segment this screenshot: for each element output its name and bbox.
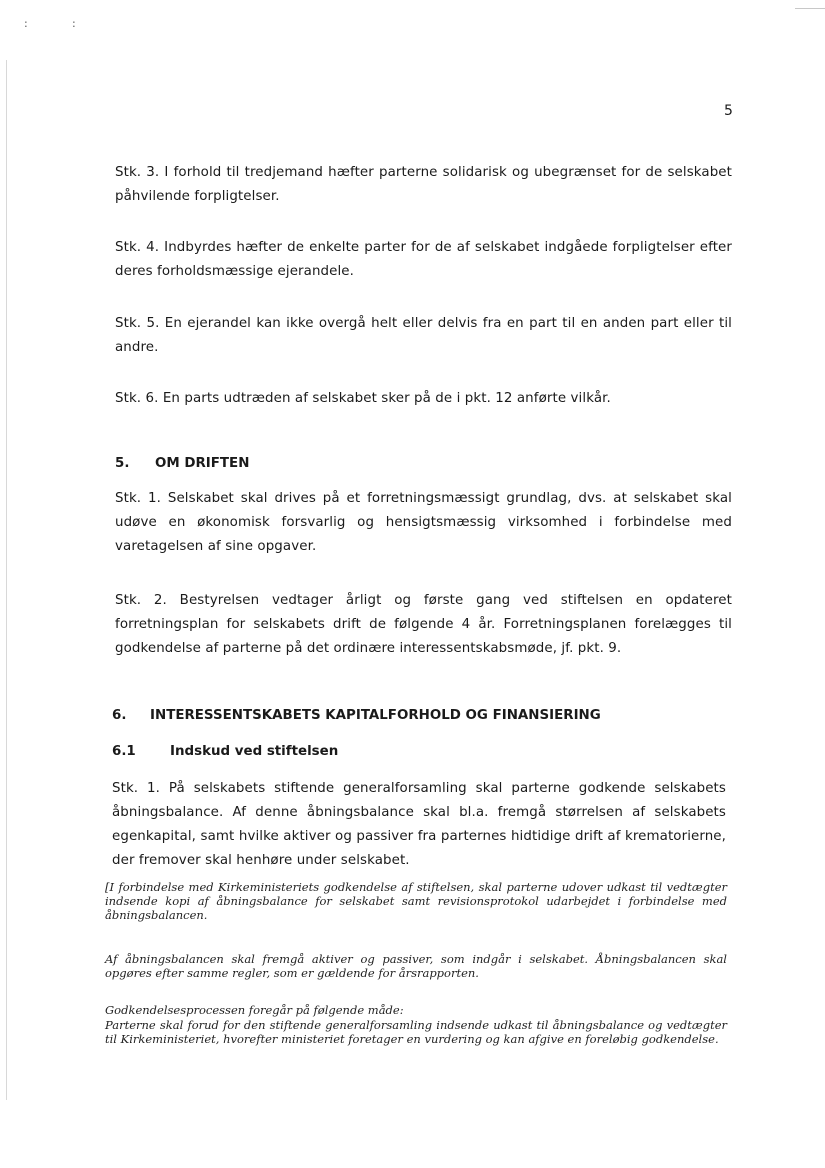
section-5-number: 5. — [115, 456, 130, 471]
section-6-1-title: Indskud ved stiftelsen — [170, 744, 339, 759]
note-approval-process-body: Parterne skal forud for den stiftende generalforsamling indsende udkast til åbningsbalance og vedtægter til Kirkeministeriet, hvorefter ministeriet foretager en vurdering og kan afgive en foreløbig godkendelse. — [105, 1018, 727, 1046]
scan-mark: : — [72, 17, 76, 30]
note-opening-balance: Af åbningsbalancen skal fremgå aktiver og passiver, som indgår i selskabet. Åbningsbalancen skal opgøres efter samme regler, som er gældende for årsrapporten. — [105, 952, 727, 980]
section-6-number: 6. — [112, 708, 127, 723]
section-6-title: INTERESSENTSKABETS KAPITALFORHOLD OG FINANSIERING — [150, 708, 601, 723]
paragraph-stk4: Stk. 4. Indbyrdes hæfter de enkelte parter for de af selskabet indgåede forpligtelser efter deres forholdsmæssige ejerandele. — [115, 240, 732, 279]
note-ministry-approval: [I forbindelse med Kirkeministeriets godkendelse af stiftelsen, skal parterne udover udkast til vedtægter indsende kopi af åbningsbalance for selskabet samt revisionsprotokol udarbejdet i forbindelse med åbningsbalancen. — [105, 880, 727, 922]
scan-top-line — [795, 8, 825, 9]
paragraph-stk3: Stk. 3. I forhold til tredjemand hæfter parterne solidarisk og ubegrænset for de selskabet påhvilende forpligtelser. — [115, 165, 732, 204]
section-5-paragraph-2: Stk. 2. Bestyrelsen vedtager årligt og første gang ved stiftelsen en opdateret forretningsplan for selskabets drift de følgende 4 år. Forretningsplanen forelægges til godkendelse af parterne på det ordinære interessentskabsmøde, jf. pkt. 9. — [115, 593, 732, 656]
scan-mark: : — [24, 17, 28, 30]
page-number: 5 — [724, 103, 733, 119]
paragraph-stk5: Stk. 5. En ejerandel kan ikke overgå helt eller delvis fra en part til en anden part eller til andre. — [115, 316, 732, 355]
section-6-1-paragraph: Stk. 1. På selskabets stiftende generalforsamling skal parterne godkende selskabets åbningsbalance. Af denne åbningsbalance skal bl.a. fremgå størrelsen af selskabets egenkapital, samt hvilke aktiver og passiver fra parternes hidtidige drift af krematorierne, der fremover skal henhøre under selskabet. — [112, 781, 726, 868]
scan-edge-line — [6, 60, 7, 1100]
section-5-title: OM DRIFTEN — [155, 456, 250, 471]
section-6-1-number: 6.1 — [112, 744, 136, 759]
section-5-paragraph-1: Stk. 1. Selskabet skal drives på et forretningsmæssigt grundlag, dvs. at selskabet skal udøve en økonomisk forsvarlig og hensigtsmæssig virksomhed i forbindelse med varetagelsen af sine opgaver. — [115, 491, 732, 554]
note-approval-process-title: Godkendelsesprocessen foregår på følgende måde: — [105, 1003, 404, 1017]
paragraph-stk6: Stk. 6. En parts udtræden af selskabet sker på de i pkt. 12 anførte vilkår. — [115, 391, 611, 406]
